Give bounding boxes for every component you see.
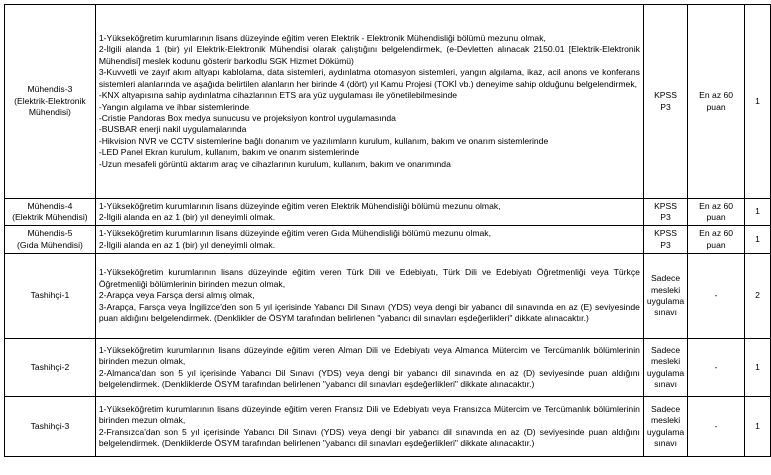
exam-line: KPSS bbox=[654, 90, 677, 101]
table-row bbox=[5, 397, 771, 457]
count-cell: 1 bbox=[745, 339, 771, 397]
requirement-item: -LED Panel Ekran kurulum, kullanım, bakım ve onarım sistemlerinde bbox=[98, 147, 360, 158]
score-cell bbox=[688, 339, 745, 397]
requirement-item: 1-Yükseköğretim kurumlarının lisans düzeyinde eğitim veren Gıda Mühendisliği bölümü mezunu olmak, bbox=[98, 228, 491, 239]
exam-line: mesleki bbox=[650, 415, 681, 426]
position-line: Tashihçi-2 bbox=[30, 361, 70, 372]
requirement-item: 1-Yükseköğretim kurumlarının lisans düzeyinde eğitim veren Türk Dili ve Edebiyatı, Türk Dili ve Edebiyatı Öğretmenliği veya Türkçe Öğretmenliği bölümlerinin birinden mezun olmak, bbox=[98, 267, 640, 289]
exam-cell bbox=[643, 254, 687, 339]
requirement-item: 2-Fransızca'dan son 5 yıl içerisinde Yabancı Dil Sınavı (YDS) veya dengi bir yabancı dil sınavında en az (D) seviyesinde puan aldığını belgelendirmek. (Denkliklerde ÖSYM tarafından belirlenen "yabancı dil sınavları eşdeğerlikleri" dikkate alınacaktır.) bbox=[98, 426, 640, 448]
position-line: Tashihçi-1 bbox=[30, 290, 70, 301]
exam-line: Sadece bbox=[650, 344, 681, 355]
positions-table bbox=[4, 4, 771, 457]
requirement-item: -BUSBAR enerji nakil uygulamalarında bbox=[98, 124, 247, 135]
count-cell: 1 bbox=[745, 397, 771, 457]
requirement-item: 3-Arapça, Farsça veya İngilizce'den son 5 yıl içerisinde Yabancı Dil Sınavı (YDS) veya dengi bir yabancı dil sınavında en az (E) seviyesinde puan aldığını belgelendirmek. (Denklikler de ÖSYM tarafından belirlenen "yabancı dil sınavları eşdeğerlikleri" dikkate alınacaktır.) bbox=[98, 301, 640, 324]
exam-line: P3 bbox=[660, 212, 671, 222]
score-line: - bbox=[714, 420, 718, 431]
count-cell: 1 bbox=[745, 199, 771, 226]
score-line: puan bbox=[706, 239, 726, 250]
position-cell bbox=[5, 254, 96, 339]
score-line: En az 60 bbox=[699, 90, 734, 101]
score-cell bbox=[688, 226, 745, 254]
exam-line: mesleki bbox=[650, 284, 681, 295]
requirement-item: 2-İlgili alanda en az 1 (bir) yıl deneyimli olmak. bbox=[98, 212, 276, 222]
requirement-item: 1-Yükseköğretim kurumlarının lisans düzeyinde eğitim veren Elektrik - Elektronik Mühendisliği bölümü mezunu olmak, bbox=[98, 33, 546, 44]
exam-line: mesleki bbox=[650, 356, 681, 367]
position-cell bbox=[5, 226, 96, 254]
exam-line: P3 bbox=[660, 101, 671, 112]
position-line: Mühendis-5 bbox=[27, 228, 73, 239]
position-line: (Gıda Mühendisi) bbox=[16, 239, 83, 250]
count-cell: 2 bbox=[745, 254, 771, 339]
position-line: Tashihçi-3 bbox=[30, 420, 70, 431]
table-row bbox=[5, 339, 771, 397]
exam-line: uygulama bbox=[646, 296, 685, 306]
exam-line: sınavı bbox=[654, 307, 677, 318]
score-line: En az 60 bbox=[699, 228, 734, 239]
requirement-item: 1-Yükseköğretim kurumlarının lisans düzeyinde eğitim veren Alman Dili ve Edebiyatı veya Almanca Mütercim ve Tercümanlık bölümlerinin birinden mezun olmak, bbox=[98, 344, 640, 367]
exam-line: KPSS bbox=[654, 228, 677, 239]
table-row bbox=[5, 226, 771, 254]
exam-line: sınavı bbox=[654, 378, 677, 389]
position-cell bbox=[5, 339, 96, 397]
score-line: puan bbox=[706, 101, 726, 112]
table-row bbox=[5, 254, 771, 339]
requirements-cell bbox=[95, 199, 643, 226]
score-line: - bbox=[714, 361, 718, 372]
exam-cell bbox=[643, 5, 687, 199]
requirement-item: 2-İlgili alanda 1 (bir) yıl Elektrik-Elektronik Mühendisi olarak çalıştığını belgelendirmek, (e-Devletten alınacak 2150.01 [Elektrik-Elektronik Mühendisi] meslek kodunu gösterir barkodlu SGK Hizmet Dökümü) bbox=[98, 44, 640, 66]
score-cell bbox=[688, 199, 745, 226]
table-row bbox=[5, 199, 771, 226]
requirement-item: 2-Arapça veya Farsça dersi almış olmak, bbox=[98, 290, 255, 301]
exam-cell bbox=[643, 339, 687, 397]
position-cell bbox=[5, 397, 96, 457]
position-line: Mühendisi) bbox=[28, 107, 71, 118]
requirement-item: -Yangın algılama ve ihbar sistemlerinde bbox=[98, 101, 250, 112]
score-cell bbox=[688, 397, 745, 457]
count-cell: 1 bbox=[745, 5, 771, 199]
requirement-item: 2-Almanca'dan son 5 yıl içerisinde Yabancı Dil Sınavı (YDS) veya dengi bir yabancı dil sınavında en az (D) seviyesinde puan aldığını belgelendirmek. (Denkliklerde ÖSYM tarafından belirlenen "yabancı dil sınavları eşdeğerlikleri" dikkate alınacaktır.) bbox=[98, 367, 640, 389]
exam-line: Sadece bbox=[650, 273, 681, 284]
score-line: - bbox=[714, 290, 718, 301]
score-cell bbox=[688, 5, 745, 199]
requirement-item: 3-Kuvvetli ve zayıf akım altyapı kablolama, data sistemleri, aydınlatma otomasyon sistemleri, yangın algılama, ikaz, acil anons ve konferans sistemleri alanlarında ve aşağıda belirtilen alanların her birinde 4 (dört) yıl Kamu Projesi (TOKİ vb.) deneyime sahip olduğunu belgelendirmek, bbox=[98, 67, 640, 89]
requirements-cell bbox=[95, 397, 643, 457]
position-line: (Elektrik-Elektronik bbox=[14, 95, 86, 106]
exam-line: Sadece bbox=[650, 403, 681, 414]
requirement-item: -Cristie Pandoras Box medya sunucusu ve projeksiyon kontrol uygulamasında bbox=[98, 112, 396, 123]
requirement-item: 1-Yükseköğretim kurumlarının lisans düzeyinde eğitim veren Fransız Dili ve Edebiyatı veya Fransızca Mütercim ve Tercümanlık bölümlerinin birinden mezun olmak, bbox=[98, 403, 640, 426]
requirement-item: -Uzun mesafeli görüntü aktarım araç ve cihazlarının kurulum, kullanım, bakım ve onarımında bbox=[98, 158, 451, 169]
position-line: Mühendis-4 bbox=[27, 200, 73, 211]
requirements-cell bbox=[95, 254, 643, 339]
requirement-item: 1-Yükseköğretim kurumlarının lisans düzeyinde eğitim veren Elektrik Mühendisliği bölümü mezunu olmak, bbox=[98, 200, 501, 211]
exam-line: uygulama bbox=[646, 426, 685, 437]
position-line: Mühendis-3 bbox=[27, 84, 73, 95]
score-line: puan bbox=[706, 212, 726, 222]
requirement-item: 2-İlgili alanda en az 1 (bir) yıl deneyimli olmak. bbox=[98, 239, 276, 250]
requirements-cell bbox=[95, 339, 643, 397]
requirements-cell bbox=[95, 226, 643, 254]
score-line: En az 60 bbox=[699, 200, 734, 211]
position-cell bbox=[5, 199, 96, 226]
exam-line: sınavı bbox=[654, 437, 677, 448]
position-line: (Elektrik Mühendisi) bbox=[12, 212, 88, 222]
score-cell bbox=[688, 254, 745, 339]
exam-cell bbox=[643, 226, 687, 254]
position-cell bbox=[5, 5, 96, 199]
table-row bbox=[5, 5, 771, 199]
requirement-item: -KNX altyapısına sahip aydınlatma cihazlarının ETS ara yüz uygulaması ile yönetilebilmesinde bbox=[98, 90, 458, 101]
count-cell: 1 bbox=[745, 226, 771, 254]
exam-cell bbox=[643, 397, 687, 457]
requirements-cell bbox=[95, 5, 643, 199]
exam-line: uygulama bbox=[646, 367, 685, 378]
exam-cell bbox=[643, 199, 687, 226]
exam-line: KPSS bbox=[654, 200, 677, 211]
requirement-item: -Hikvision NVR ve CCTV sistemlerine bağlı donanım ve yazılımların kurulum, kullanım, bakım ve onarım sistemlerinde bbox=[98, 135, 549, 146]
exam-line: P3 bbox=[660, 239, 671, 250]
